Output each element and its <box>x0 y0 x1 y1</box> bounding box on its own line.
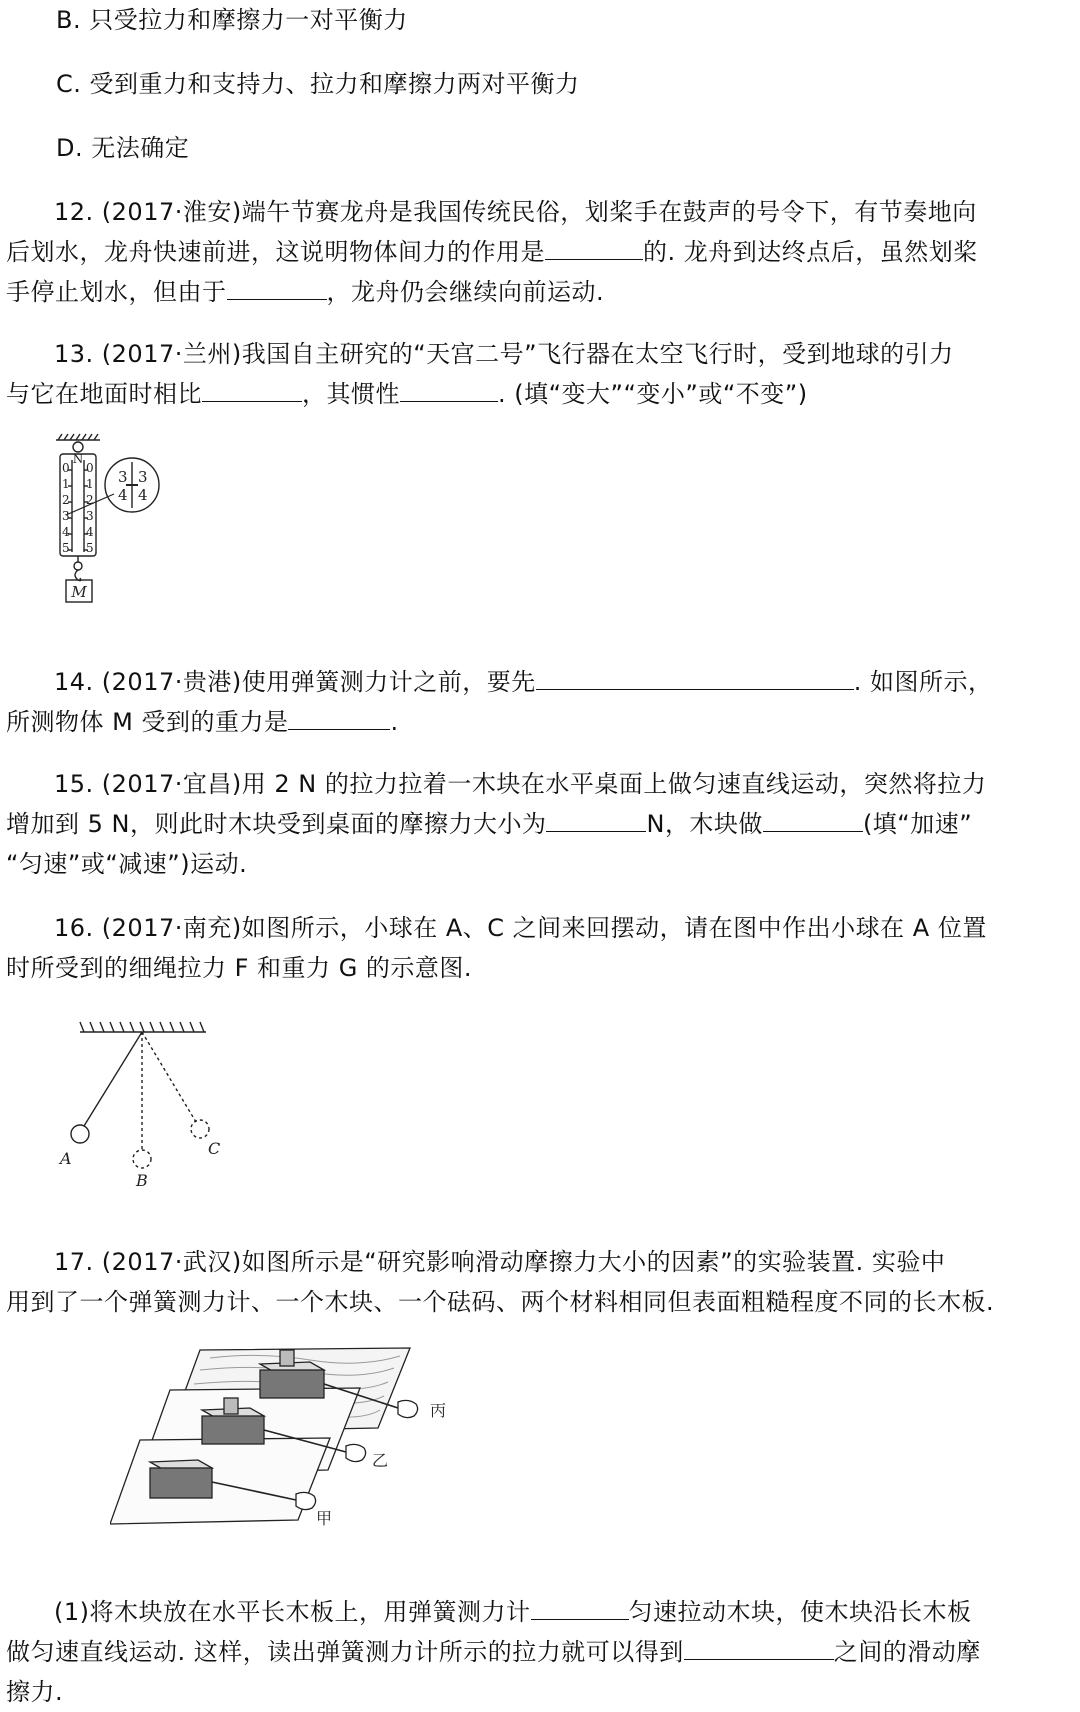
q17-1-line3: 擦力. <box>6 1678 64 1706</box>
spring-scale-figure <box>48 432 188 632</box>
label-bing: 丙 <box>430 1401 447 1420</box>
tick-5-right: 5 <box>86 541 94 555</box>
q13-text-a: 与它在地面时相比 <box>6 380 202 408</box>
q12-text-b: 的. 龙舟到达终点后，虽然划桨 <box>643 238 978 266</box>
q17-1-line2 <box>6 1632 1062 1672</box>
q17-1-text-b: 匀速拉动木块，使木块沿长木板 <box>628 1598 972 1626</box>
zoom-tick-3-right: 3 <box>138 468 148 486</box>
scale-hook-ring <box>73 442 83 452</box>
option-b: B. 只受拉力和摩擦力一对平衡力 <box>56 6 408 34</box>
tick-3-left: 3 <box>62 509 70 523</box>
friction-experiment-figure <box>110 1340 530 1550</box>
q13-blank-1[interactable] <box>202 383 302 402</box>
q15-blank-2[interactable] <box>763 813 863 832</box>
q15-text-c: (填“加速” <box>862 810 973 838</box>
label-c: C <box>208 1139 221 1158</box>
tick-2-right: 2 <box>86 493 94 507</box>
scale-bottom-hook <box>74 562 82 570</box>
q14-text-c: 所测物体 M 受到的重力是 <box>6 708 289 736</box>
q13-text-c: . (填“变大”“变小”或“不变”) <box>498 380 808 408</box>
scale-unit: N <box>72 452 84 466</box>
q15-line1: 15. (2017·宜昌)用 2 N 的拉力拉着一木块在水平桌面上做匀速直线运动，突然将拉力 <box>54 770 987 798</box>
tick-0-left: 0 <box>62 461 70 475</box>
zoom-tick-4-left: 4 <box>118 486 128 504</box>
q14-text-d: . <box>390 708 399 736</box>
block-jia <box>150 1460 212 1498</box>
tick-4-left: 4 <box>62 525 70 539</box>
tick-5-left: 5 <box>62 541 70 555</box>
q16-line2: 时所受到的细绳拉力 F 和重力 G 的示意图. <box>6 954 473 982</box>
mass-label: M <box>71 583 87 601</box>
weight-yi <box>224 1398 238 1414</box>
tick-4-right: 4 <box>86 525 94 539</box>
q15-line2 <box>6 804 1062 844</box>
label-jia: 甲 <box>316 1509 333 1528</box>
q14-blank-2[interactable] <box>288 711 390 730</box>
tick-1-left: 1 <box>62 477 70 491</box>
q14-text-b: . 如图所示， <box>853 668 993 696</box>
q13-blank-2[interactable] <box>400 383 498 402</box>
q17-1-line1 <box>6 1592 1080 1632</box>
q14-text-a: 14. (2017·贵港)使用弹簧测力计之前，要先 <box>54 668 536 696</box>
hand-bing <box>398 1400 418 1417</box>
support-hatch <box>80 1022 204 1032</box>
ball-b <box>133 1150 151 1168</box>
q12-text-a: 后划水，龙舟快速前进，这说明物体间力的作用是 <box>6 238 545 266</box>
string-a <box>84 1032 142 1126</box>
option-d: D. 无法确定 <box>56 134 190 162</box>
tick-1-right: 1 <box>86 477 94 491</box>
q14-line2 <box>6 702 1062 742</box>
q12-text-c: 手停止划水，但由于 <box>6 278 227 306</box>
ceiling-hatch <box>58 434 98 440</box>
string-c <box>142 1032 196 1122</box>
q15-text-a: 增加到 5 N，则此时木块受到桌面的摩擦力大小为 <box>6 810 547 838</box>
ball-a <box>71 1125 89 1143</box>
weight-bing <box>280 1350 294 1366</box>
q13-line2 <box>6 374 1062 414</box>
q15-blank-1[interactable] <box>546 813 646 832</box>
zoom-tick-4-right: 4 <box>138 486 148 504</box>
q17-line1: 17. (2017·武汉)如图所示是“研究影响滑动摩擦力大小的因素”的实验装置. 实验中 <box>54 1248 946 1276</box>
label-b: B <box>136 1171 148 1188</box>
q13-text-b: ，其惯性 <box>302 380 400 408</box>
q12-blank-1[interactable] <box>545 241 643 260</box>
tick-0-right: 0 <box>86 461 94 475</box>
q17-1-blank-2[interactable] <box>684 1641 834 1660</box>
q12-text-d: ，龙舟仍会继续向前运动. <box>326 278 605 306</box>
q12-blank-2[interactable] <box>227 281 327 300</box>
label-a: A <box>60 1149 72 1168</box>
q13-line1: 13. (2017·兰州)我国自主研究的“天宫二号”飞行器在太空飞行时，受到地球的引力 <box>54 340 954 368</box>
board-jia <box>110 1438 330 1524</box>
q15-text-b: N，木块做 <box>646 810 763 838</box>
q17-line2: 用到了一个弹簧测力计、一个木块、一个砝码、两个材料相同但表面粗糙程度不同的长木板. <box>6 1288 995 1316</box>
zoom-tick-3-left: 3 <box>118 468 128 486</box>
q17-1-blank-1[interactable] <box>531 1601 629 1620</box>
q17-1-text-d: 之间的滑动摩 <box>833 1638 981 1666</box>
option-c: C. 受到重力和支持力、拉力和摩擦力两对平衡力 <box>56 70 580 98</box>
q12-line1: 12. (2017·淮安)端午节赛龙舟是我国传统民俗，划桨手在鼓声的号令下，有节奏地向 <box>54 198 977 226</box>
q12-line2 <box>6 232 1062 272</box>
label-yi: 乙 <box>372 1451 389 1470</box>
q14-line1 <box>6 662 1080 702</box>
q17-1-text-a: (1)将木块放在水平长木板上，用弹簧测力计 <box>54 1598 531 1626</box>
hand-jia <box>296 1492 316 1509</box>
tick-2-left: 2 <box>62 493 70 507</box>
q15-line3: “匀速”或“减速”)运动. <box>6 850 248 878</box>
hand-yi <box>346 1444 366 1461</box>
q17-1-text-c: 做匀速直线运动. 这样，读出弹簧测力计所示的拉力就可以得到 <box>6 1638 684 1666</box>
q12-line3 <box>6 272 1062 312</box>
q16-line1: 16. (2017·南充)如图所示，小球在 A、C 之间来回摆动，请在图中作出小球在 A 位置 <box>54 914 987 942</box>
q14-blank-1[interactable] <box>536 671 854 690</box>
pendulum-figure <box>56 1018 226 1188</box>
ball-c <box>191 1120 209 1138</box>
tick-3-right: 3 <box>86 509 94 523</box>
